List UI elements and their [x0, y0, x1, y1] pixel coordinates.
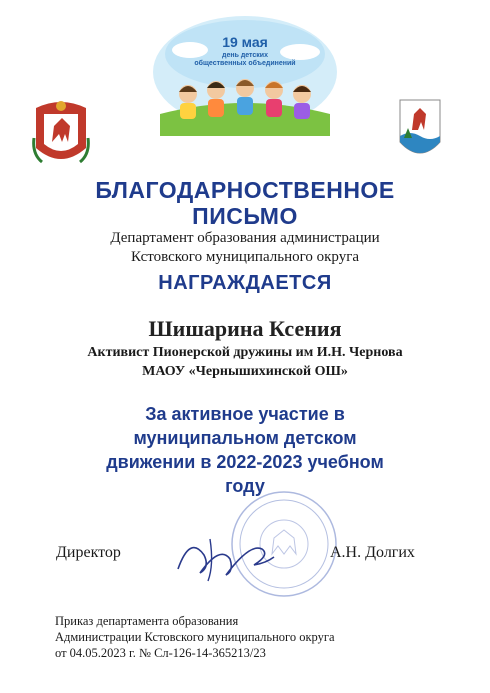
signatory-name: А.Н. Долгих: [330, 544, 415, 561]
regional-coat-of-arms: [32, 98, 90, 170]
recipient-name: Шишарина Ксения: [148, 316, 342, 341]
recipient-role-line2: МАОУ «Чернышихинской ОШ»: [142, 364, 348, 379]
document-title-line1: БЛАГОДАРНОСТВЕННОЕ: [95, 177, 395, 203]
municipal-coat-of-arms: [398, 98, 442, 164]
awarded-label: НАГРАЖДАЕТСЯ: [158, 272, 332, 294]
award-reason-line2: муниципальном детском: [133, 428, 357, 448]
order-reference-line3: от 04.05.2023 г. № Сл-126-14-365213/23: [55, 646, 266, 660]
recipient-role-line1: Активист Пионерской дружины им И.Н. Чернова: [87, 345, 403, 360]
award-reason-line1: За активное участие в: [145, 404, 345, 424]
director-signature: [170, 525, 280, 585]
issuer-line2: Кстовского муниципального округа: [130, 249, 360, 265]
document-title-line2: ПИСЬМО: [192, 203, 298, 229]
banner-event-line2: общественных объединений: [194, 60, 296, 67]
banner-date: 19 мая: [222, 34, 268, 50]
signatory-title: Директор: [56, 544, 121, 561]
banner-event-line1: день детских: [222, 52, 268, 59]
order-reference-line2: Администрации Кстовского муниципального округа: [55, 630, 335, 644]
event-banner: [150, 14, 340, 136]
award-reason-line3: движении в 2022-2023 учебном: [106, 452, 384, 472]
order-reference-line1: Приказ департамента образования: [55, 614, 239, 628]
issuer-line1: Департамент образования администрации: [110, 230, 380, 246]
award-reason-line4: году: [225, 476, 265, 496]
